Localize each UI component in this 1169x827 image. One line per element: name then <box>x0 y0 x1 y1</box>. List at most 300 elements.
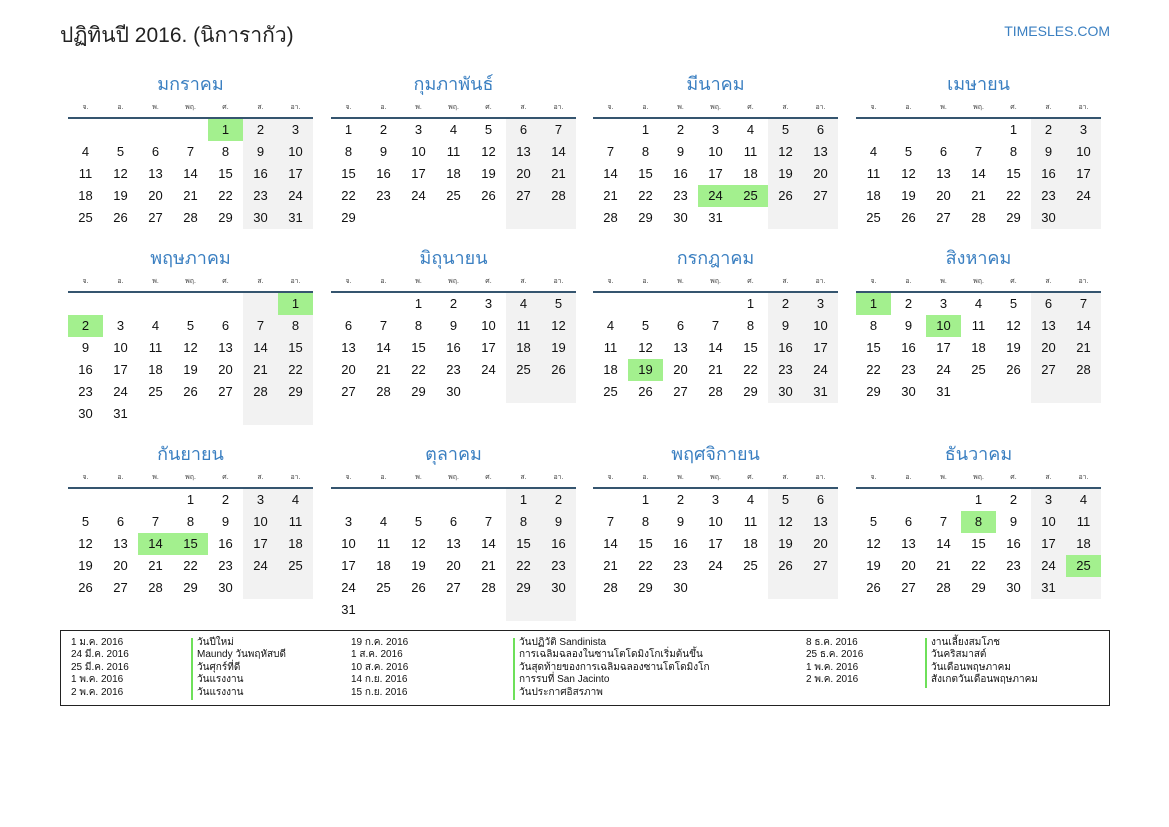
holiday-date: 1 ส.ค. 2016 <box>351 649 403 661</box>
holiday-date: 2 พ.ค. 2016 <box>71 686 124 698</box>
day-grid <box>593 119 838 251</box>
day-cell: 12 <box>768 511 803 533</box>
holiday-name: วันประกาศอิสรภาพ <box>519 686 603 698</box>
month-calendar <box>856 75 1101 251</box>
day-cell: 24 <box>411 188 426 203</box>
day-grid <box>856 119 1101 251</box>
day-cell: 28 <box>148 580 163 595</box>
day-cell: 21 <box>971 188 986 203</box>
day-cell: 4 <box>379 514 388 529</box>
day-cell: 21 <box>183 188 198 203</box>
weekday-label: พ. <box>415 104 422 111</box>
weekday-label: พฤ. <box>710 474 721 481</box>
day-cell: 11 <box>148 340 163 355</box>
day-cell: 13 <box>936 166 951 181</box>
month-calendar <box>331 75 576 251</box>
holiday-date: 24 มี.ค. 2016 <box>71 649 129 661</box>
day-cell: 20 <box>803 163 838 185</box>
holiday-name: วันปฏิวัติ Sandinista <box>519 637 607 648</box>
holiday-dates <box>351 637 408 699</box>
weekday-label: ส. <box>782 474 789 481</box>
day-cell: 6 <box>676 318 685 333</box>
weekday-label: อ. <box>380 474 387 481</box>
holiday-day: 1 <box>208 119 243 141</box>
day-cell: 8 <box>186 514 195 529</box>
day-cell: 4 <box>81 144 90 159</box>
day-cell: 27 <box>803 555 838 577</box>
weekend-shade <box>1066 207 1101 229</box>
holiday-day: 19 <box>628 359 663 381</box>
month-name: มิถุนายน <box>419 248 488 268</box>
day-cell: 13 <box>901 536 916 551</box>
day-cell: 3 <box>939 296 948 311</box>
day-cell: 17 <box>1066 163 1101 185</box>
day-cell: 16 <box>78 362 93 377</box>
weekday-label: อา. <box>815 278 826 285</box>
day-cell: 26 <box>113 210 128 225</box>
day-cell: 18 <box>446 166 461 181</box>
weekday-label: ศ. <box>485 104 492 111</box>
day-cell: 8 <box>746 318 755 333</box>
holiday-day: 8 <box>961 511 996 533</box>
weekday-label: พ. <box>415 474 422 481</box>
weekday-label: ศ. <box>222 104 229 111</box>
holiday-name: งานเลี้ยงสมโภช <box>931 637 1001 648</box>
day-cell: 6 <box>1031 293 1066 315</box>
day-cell: 19 <box>113 188 128 203</box>
weekday-label: ศ. <box>747 104 754 111</box>
day-cell: 28 <box>603 210 618 225</box>
day-cell: 15 <box>743 340 758 355</box>
day-cell: 22 <box>638 188 653 203</box>
holiday-day: 24 <box>698 185 733 207</box>
day-cell: 2 <box>1031 119 1066 141</box>
day-cell: 28 <box>971 210 986 225</box>
day-cell: 22 <box>411 362 426 377</box>
day-cell: 12 <box>541 315 576 337</box>
month-calendar <box>331 249 576 425</box>
day-cell: 15 <box>278 337 313 359</box>
holiday-dates <box>71 637 129 699</box>
day-cell: 10 <box>411 144 426 159</box>
day-cell: 7 <box>606 514 615 529</box>
holiday-divider <box>925 638 927 688</box>
day-cell: 27 <box>673 384 688 399</box>
day-cell: 20 <box>936 188 951 203</box>
weekday-label: พ. <box>152 474 159 481</box>
day-cell: 29 <box>341 210 356 225</box>
day-cell: 6 <box>221 318 230 333</box>
month-calendar <box>68 249 313 425</box>
day-cell: 3 <box>1066 119 1101 141</box>
holiday-name: วันแรงงาน <box>197 686 244 698</box>
day-cell: 11 <box>278 511 313 533</box>
day-cell: 7 <box>974 144 983 159</box>
day-cell: 13 <box>113 536 128 551</box>
day-cell: 7 <box>1066 293 1101 315</box>
day-cell: 29 <box>638 580 653 595</box>
day-cell: 2 <box>379 122 388 137</box>
day-cell: 12 <box>481 144 496 159</box>
day-cell: 29 <box>278 381 313 403</box>
day-cell: 8 <box>641 144 650 159</box>
holiday-name: การรบที่ San Jacinto <box>519 674 610 686</box>
day-cell: 17 <box>481 340 496 355</box>
day-cell: 26 <box>638 384 653 399</box>
day-cell: 30 <box>541 577 576 599</box>
weekend-shade <box>506 381 541 403</box>
day-cell: 18 <box>603 362 618 377</box>
weekday-header <box>331 99 576 119</box>
day-cell: 3 <box>803 293 838 315</box>
day-cell: 3 <box>1031 489 1066 511</box>
weekday-label: อา. <box>290 104 301 111</box>
day-cell: 22 <box>506 555 541 577</box>
day-cell: 5 <box>541 293 576 315</box>
site-link[interactable]: TIMESLES.COM <box>1004 23 1110 39</box>
month-name: มีนาคม <box>686 74 745 94</box>
weekend-shade <box>768 207 803 229</box>
day-cell: 8 <box>278 315 313 337</box>
day-cell: 31 <box>803 381 838 403</box>
day-cell: 27 <box>901 580 916 595</box>
day-cell: 3 <box>243 489 278 511</box>
day-cell: 27 <box>446 580 461 595</box>
day-cell: 17 <box>803 337 838 359</box>
weekday-label: อ. <box>642 104 649 111</box>
day-cell: 6 <box>449 514 458 529</box>
weekend-shade <box>768 577 803 599</box>
day-cell: 20 <box>673 362 688 377</box>
weekday-label: ศ. <box>222 278 229 285</box>
day-cell: 4 <box>746 122 755 137</box>
day-cell: 25 <box>446 188 461 203</box>
weekday-label: ศ. <box>747 474 754 481</box>
day-cell: 14 <box>603 166 618 181</box>
holiday-divider <box>191 638 193 700</box>
day-cell: 19 <box>1006 340 1021 355</box>
day-cell: 12 <box>113 166 128 181</box>
weekday-label: อ. <box>380 278 387 285</box>
weekend-shade <box>506 599 541 621</box>
day-grid <box>856 293 1101 425</box>
weekday-label: อา. <box>553 104 564 111</box>
holiday-name: วันสุดท้ายของการเฉลิมฉลองซานโตโดมิงโก <box>519 661 710 673</box>
day-cell: 31 <box>278 207 313 229</box>
day-cell: 25 <box>506 359 541 381</box>
day-cell: 12 <box>411 536 426 551</box>
day-cell: 8 <box>221 144 230 159</box>
day-cell: 26 <box>768 555 803 577</box>
weekend-shade <box>803 207 838 229</box>
weekday-label: อา. <box>290 278 301 285</box>
day-cell: 18 <box>506 337 541 359</box>
day-cell: 24 <box>708 558 723 573</box>
day-cell: 26 <box>541 359 576 381</box>
day-cell: 17 <box>936 340 951 355</box>
day-cell: 31 <box>1031 577 1066 599</box>
day-cell: 22 <box>341 188 356 203</box>
weekday-header <box>68 469 313 489</box>
weekday-label: จ. <box>82 474 89 481</box>
day-cell: 15 <box>1006 166 1021 181</box>
weekend-shade <box>1031 381 1066 403</box>
weekday-label: จ. <box>870 278 877 285</box>
holiday-name: วันแรงงาน <box>197 674 244 686</box>
weekday-label: อา. <box>1078 278 1089 285</box>
weekday-label: ส. <box>257 104 264 111</box>
day-cell: 9 <box>243 141 278 163</box>
day-cell: 10 <box>341 536 356 551</box>
day-cell: 24 <box>803 359 838 381</box>
day-cell: 5 <box>186 318 195 333</box>
day-cell: 22 <box>183 558 198 573</box>
weekday-label: พฤ. <box>710 104 721 111</box>
weekend-shade <box>541 599 576 621</box>
day-grid <box>331 293 576 425</box>
day-cell: 20 <box>506 163 541 185</box>
day-cell: 23 <box>218 558 233 573</box>
day-cell: 20 <box>446 558 461 573</box>
day-cell: 15 <box>638 536 653 551</box>
weekday-label: อ. <box>117 474 124 481</box>
day-cell: 17 <box>278 163 313 185</box>
day-cell: 23 <box>78 384 93 399</box>
day-cell: 19 <box>901 188 916 203</box>
weekday-label: จ. <box>345 278 352 285</box>
day-cell: 7 <box>711 318 720 333</box>
day-cell: 7 <box>186 144 195 159</box>
holiday-list <box>60 630 1110 706</box>
day-cell: 14 <box>183 166 198 181</box>
day-cell: 2 <box>768 293 803 315</box>
day-cell: 29 <box>743 384 758 399</box>
day-cell: 6 <box>344 318 353 333</box>
day-cell: 23 <box>1006 558 1021 573</box>
day-cell: 21 <box>708 362 723 377</box>
weekday-label: พ. <box>152 104 159 111</box>
weekday-label: ส. <box>257 278 264 285</box>
day-cell: 31 <box>708 210 723 225</box>
day-cell: 19 <box>768 533 803 555</box>
weekday-label: ศ. <box>485 278 492 285</box>
weekday-label: พ. <box>415 278 422 285</box>
day-cell: 19 <box>183 362 198 377</box>
day-cell: 25 <box>743 558 758 573</box>
day-cell: 4 <box>151 318 160 333</box>
weekday-label: พฤ. <box>448 474 459 481</box>
day-cell: 30 <box>768 381 803 403</box>
day-cell: 13 <box>1031 315 1066 337</box>
day-cell: 16 <box>768 337 803 359</box>
day-cell: 8 <box>414 318 423 333</box>
day-cell: 11 <box>78 166 93 181</box>
day-cell: 16 <box>376 166 391 181</box>
day-grid <box>856 489 1101 621</box>
day-cell: 29 <box>971 580 986 595</box>
day-cell: 10 <box>278 141 313 163</box>
day-cell: 14 <box>243 337 278 359</box>
day-cell: 5 <box>869 514 878 529</box>
day-cell: 24 <box>113 384 128 399</box>
holiday-date: 8 ธ.ค. 2016 <box>806 637 858 648</box>
day-cell: 22 <box>1006 188 1021 203</box>
holiday-name: วันปีใหม่ <box>197 637 234 648</box>
day-cell: 25 <box>971 362 986 377</box>
weekday-label: ศ. <box>1010 474 1017 481</box>
day-cell: 21 <box>243 359 278 381</box>
day-cell: 18 <box>376 558 391 573</box>
day-cell: 7 <box>484 514 493 529</box>
day-cell: 3 <box>414 122 423 137</box>
day-cell: 20 <box>218 362 233 377</box>
day-grid <box>68 119 313 251</box>
holiday-date: 2 พ.ค. 2016 <box>806 674 859 686</box>
holiday-name: วันศุกร์ที่ดี <box>197 661 241 673</box>
weekday-label: จ. <box>345 104 352 111</box>
month-name: ตุลาคม <box>425 444 482 464</box>
day-grid <box>68 489 313 621</box>
day-cell: 1 <box>746 296 755 311</box>
day-grid <box>593 489 838 621</box>
day-cell: 27 <box>218 384 233 399</box>
weekday-label: อา. <box>815 474 826 481</box>
day-cell: 16 <box>243 163 278 185</box>
holiday-day: 1 <box>856 293 891 315</box>
day-cell: 2 <box>904 296 913 311</box>
day-cell: 17 <box>411 166 426 181</box>
day-cell: 8 <box>344 144 353 159</box>
weekday-label: พฤ. <box>973 104 984 111</box>
day-cell: 9 <box>541 511 576 533</box>
holiday-name: การเฉลิมฉลองในซานโตโดมิงโกเริ่มต้นขึ้น <box>519 649 703 661</box>
holiday-date: 1 ม.ค. 2016 <box>71 637 124 648</box>
day-cell: 26 <box>901 210 916 225</box>
day-cell: 18 <box>743 536 758 551</box>
holiday-day: 2 <box>68 315 103 337</box>
weekday-label: อา. <box>1078 104 1089 111</box>
day-cell: 20 <box>1031 337 1066 359</box>
day-cell: 9 <box>379 144 388 159</box>
day-cell: 29 <box>638 210 653 225</box>
weekday-label: ส. <box>520 474 527 481</box>
weekday-label: พฤ. <box>973 278 984 285</box>
month-calendar <box>331 445 576 621</box>
day-cell: 27 <box>341 384 356 399</box>
holiday-dates <box>806 637 863 687</box>
day-cell: 6 <box>116 514 125 529</box>
holiday-name: สังเกตวันเดือนพฤษภาคม <box>931 674 1038 686</box>
day-cell: 9 <box>221 514 230 529</box>
day-cell: 1 <box>186 492 195 507</box>
weekday-label: อ. <box>117 104 124 111</box>
day-cell: 18 <box>148 362 163 377</box>
weekday-label: ส. <box>1045 278 1052 285</box>
day-cell: 8 <box>641 514 650 529</box>
month-calendar <box>593 75 838 251</box>
weekday-label: ส. <box>1045 474 1052 481</box>
day-cell: 9 <box>81 340 90 355</box>
day-cell: 11 <box>603 340 618 355</box>
day-cell: 26 <box>1006 362 1021 377</box>
day-cell: 5 <box>116 144 125 159</box>
day-cell: 27 <box>803 185 838 207</box>
weekday-label: พฤ. <box>973 474 984 481</box>
day-cell: 21 <box>148 558 163 573</box>
day-cell: 15 <box>638 166 653 181</box>
day-cell: 17 <box>708 536 723 551</box>
month-name: กุมภาพันธ์ <box>413 74 494 94</box>
holiday-day: 10 <box>926 315 961 337</box>
day-cell: 6 <box>151 144 160 159</box>
day-cell: 5 <box>768 119 803 141</box>
day-cell: 26 <box>78 580 93 595</box>
day-cell: 30 <box>218 580 233 595</box>
weekday-label: อ. <box>117 278 124 285</box>
weekend-shade <box>1066 381 1101 403</box>
day-cell: 9 <box>676 514 685 529</box>
holiday-date: 19 ก.ค. 2016 <box>351 637 409 648</box>
weekday-label: ส. <box>520 104 527 111</box>
holiday-names <box>519 637 710 699</box>
day-cell: 5 <box>904 144 913 159</box>
weekend-shade <box>243 577 278 599</box>
day-cell: 18 <box>866 188 881 203</box>
weekday-label: ศ. <box>485 474 492 481</box>
day-cell: 14 <box>1066 315 1101 337</box>
day-cell: 13 <box>673 340 688 355</box>
day-cell: 22 <box>638 558 653 573</box>
day-cell: 1 <box>1009 122 1018 137</box>
day-cell: 15 <box>971 536 986 551</box>
day-cell: 16 <box>673 536 688 551</box>
day-cell: 16 <box>673 166 688 181</box>
day-cell: 5 <box>484 122 493 137</box>
holiday-date: 1 พ.ค. 2016 <box>71 674 124 686</box>
day-cell: 23 <box>376 188 391 203</box>
day-cell: 4 <box>449 122 458 137</box>
day-cell: 2 <box>449 296 458 311</box>
day-cell: 11 <box>376 536 391 551</box>
day-cell: 21 <box>376 362 391 377</box>
day-cell: 9 <box>904 318 913 333</box>
weekend-shade <box>541 381 576 403</box>
day-cell: 10 <box>1066 141 1101 163</box>
day-cell: 14 <box>936 536 951 551</box>
weekday-label: จ. <box>82 278 89 285</box>
day-cell: 31 <box>341 602 356 617</box>
day-cell: 12 <box>1006 318 1021 333</box>
day-cell: 26 <box>866 580 881 595</box>
day-grid <box>331 489 576 621</box>
weekday-label: พ. <box>152 278 159 285</box>
month-name: มกราคม <box>157 74 224 94</box>
weekend-shade <box>506 207 541 229</box>
day-cell: 28 <box>243 381 278 403</box>
day-cell: 3 <box>344 514 353 529</box>
day-cell: 3 <box>278 119 313 141</box>
day-cell: 12 <box>183 340 198 355</box>
day-cell: 20 <box>901 558 916 573</box>
day-cell: 24 <box>278 185 313 207</box>
day-cell: 13 <box>148 166 163 181</box>
day-cell: 31 <box>113 406 128 421</box>
weekday-label: พ. <box>677 278 684 285</box>
day-cell: 18 <box>743 166 758 181</box>
day-cell: 4 <box>869 144 878 159</box>
day-cell: 9 <box>1031 141 1066 163</box>
day-cell: 23 <box>243 185 278 207</box>
